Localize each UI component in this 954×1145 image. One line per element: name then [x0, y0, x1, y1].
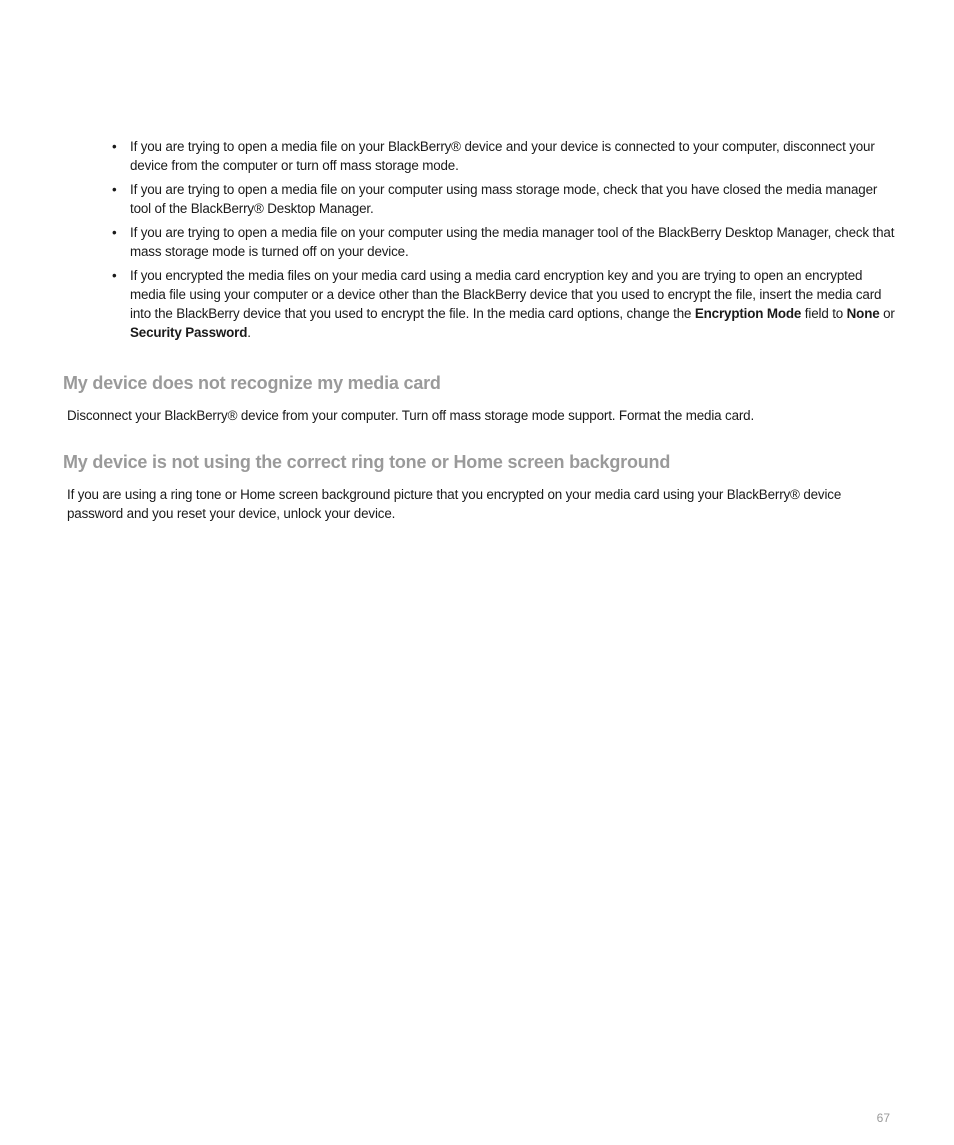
- list-item-text: If you encrypted the media files on your media card using a media card encryption key and you are trying to open an encrypted media file using your computer or a device other than the BlackBerry device that you used to encrypt the file, insert the media card into the BlackBerry device that you used to encrypt the file. In the media card options, change the: [130, 268, 882, 321]
- list-item-text: or: [879, 306, 895, 321]
- section-heading-media-card: My device does not recognize my media card: [63, 373, 441, 393]
- list-item: [110, 266, 895, 342]
- section-heading-ring-tone: My device is not using the correct ring tone or Home screen background: [63, 452, 671, 472]
- list-item-text: If you are trying to open a media file on your computer using the media manager tool of the BlackBerry Desktop Manager, check that mass storage mode is turned off on your device.: [130, 225, 895, 259]
- bullet-icon: •: [112, 268, 117, 283]
- none-option-term: None: [846, 306, 880, 321]
- bullet-icon: •: [112, 139, 117, 154]
- section-body-ring-tone: If you are using a ring tone or Home screen background picture that you encrypted on your media card using your BlackBerry® device password and you reset your device, unlock your device.: [67, 487, 842, 521]
- list-item-text: field to: [801, 306, 847, 321]
- list-item: [110, 180, 895, 218]
- security-password-option-term: Security Password: [130, 325, 248, 340]
- list-item-text: .: [247, 325, 251, 340]
- bullet-icon: •: [112, 225, 117, 240]
- list-item: [110, 137, 895, 175]
- page-number: 67: [876, 1111, 890, 1125]
- list-item-text: If you are trying to open a media file on your BlackBerry® device and your device is connected to your computer, disconnect your device from the computer or turn off mass storage mode.: [130, 139, 875, 173]
- bullet-icon: •: [112, 182, 117, 197]
- section-body-media-card: Disconnect your BlackBerry® device from your computer. Turn off mass storage mode support. Format the media card.: [67, 408, 755, 423]
- list-item-text: If you are trying to open a media file on your computer using mass storage mode, check that you have closed the media manager tool of the BlackBerry® Desktop Manager.: [130, 182, 878, 216]
- troubleshooting-bullet-list: [110, 137, 895, 347]
- list-item: [110, 223, 895, 261]
- encryption-mode-term: Encryption Mode: [694, 306, 802, 321]
